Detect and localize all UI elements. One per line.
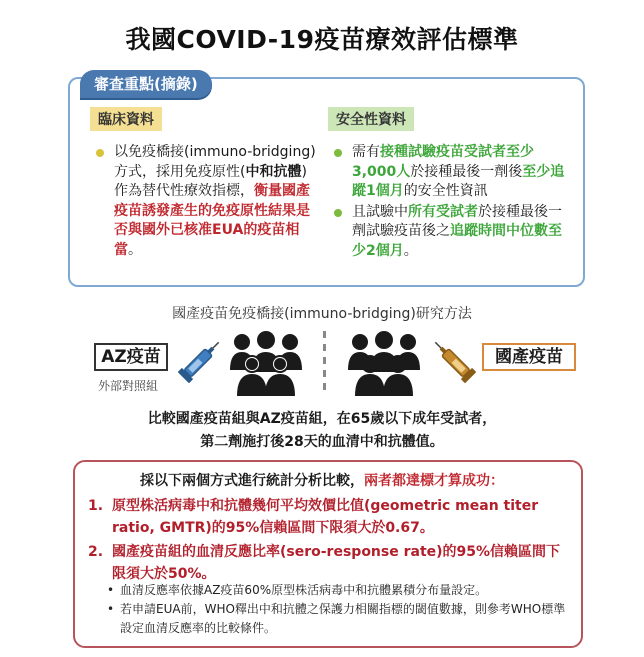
stats-criterion	[88, 495, 573, 539]
stats-criterion	[88, 541, 573, 585]
domestic-syringe-icon	[428, 336, 478, 384]
safety-bullet	[328, 203, 573, 262]
stats-heading	[0, 470, 644, 490]
text-segment-green: 至少追蹤1個月	[352, 163, 565, 199]
az-group-people-icon	[228, 330, 304, 396]
text-segment: 且試驗中	[352, 203, 408, 220]
external-control-label: 外部對照組	[98, 379, 159, 393]
comparison-description	[0, 408, 644, 454]
clinical-bullets	[90, 143, 320, 260]
text-segment-green: 追蹤時間中位數至少2個月	[352, 223, 562, 259]
review-tab-label: 審查重點(摘錄)	[80, 70, 212, 98]
text-segment: 。	[403, 242, 418, 259]
text-segment: 。	[128, 241, 142, 258]
text-segment-green: 所有受試者	[408, 203, 478, 220]
criterion-number: 2.	[88, 544, 104, 560]
comparison-line: 比較國產疫苗組與AZ疫苗組，在65歲以下成年受試者，	[147, 411, 497, 427]
az-vaccine-label: AZ疫苗	[94, 343, 168, 371]
stats-criteria-list	[88, 495, 573, 587]
text-segment-red: 衡量國產疫苗誘發產生的免疫原性結果是否與國外已核准EUA的疫苗相當	[114, 183, 310, 258]
safety-bullet	[328, 143, 573, 202]
page-title: 我國COVID-19疫苗療效評估標準	[125, 25, 519, 54]
domestic-group-people-icon	[346, 330, 422, 396]
clinical-heading: 臨床資料	[90, 107, 162, 131]
text-segment: 需有	[352, 144, 380, 160]
az-syringe-icon	[176, 336, 226, 384]
stats-note: • 若申請EUA前，WHO釋出中和抗體之保護力相關指標的閾值數據，則參考WHO標準設定血清反應率的比較條件。	[106, 600, 576, 638]
method-title: 國產疫苗免疫橋接(immuno-bridging)研究方法	[172, 306, 472, 322]
safety-data-column	[328, 107, 573, 262]
text-segment: 採以下兩個方式進行統計分析比較，	[140, 473, 364, 489]
text-segment-red: 兩者都達標才算成功：	[364, 473, 504, 489]
criterion-text: 國產疫苗組的血清反應比率(sero-response rate)的95%信賴區間下限須大於50%。	[112, 544, 561, 582]
comparison-line: 第二劑施打後28天的血清中和抗體值。	[200, 434, 444, 450]
criterion-text: 原型株活病毒中和抗體幾何平均效價比值(geometric mean titer ratio, GMTR)的95%信賴區間下限須大於0.67。	[112, 498, 539, 536]
text-segment: 於接種最後一劑試驗疫苗後之	[352, 203, 562, 239]
text-segment-bold: 中和抗體	[245, 163, 302, 180]
domestic-vaccine-label: 國產疫苗	[482, 343, 576, 371]
text-segment-green: 接種試驗疫苗受試者至少3,000人	[352, 144, 534, 180]
clinical-bullet	[90, 143, 320, 260]
criterion-number: 1.	[88, 498, 104, 514]
text-segment: 於接種最後一劑後	[410, 163, 523, 180]
safety-heading: 安全性資料	[328, 107, 414, 131]
text-segment: )作為替代性療效指標，	[114, 163, 307, 199]
stats-notes	[106, 581, 576, 638]
stats-note: • 血清反應率依據AZ疫苗60%原型株活病毒中和抗體累積分布量設定。	[106, 581, 576, 600]
safety-bullets	[328, 143, 573, 261]
text-segment: 的安全性資訊	[403, 183, 488, 199]
clinical-data-column	[90, 107, 320, 261]
text-segment: 以免疫橋接(immuno-bridging)方式，採用免疫原性(	[114, 144, 316, 180]
group-divider	[323, 331, 326, 396]
